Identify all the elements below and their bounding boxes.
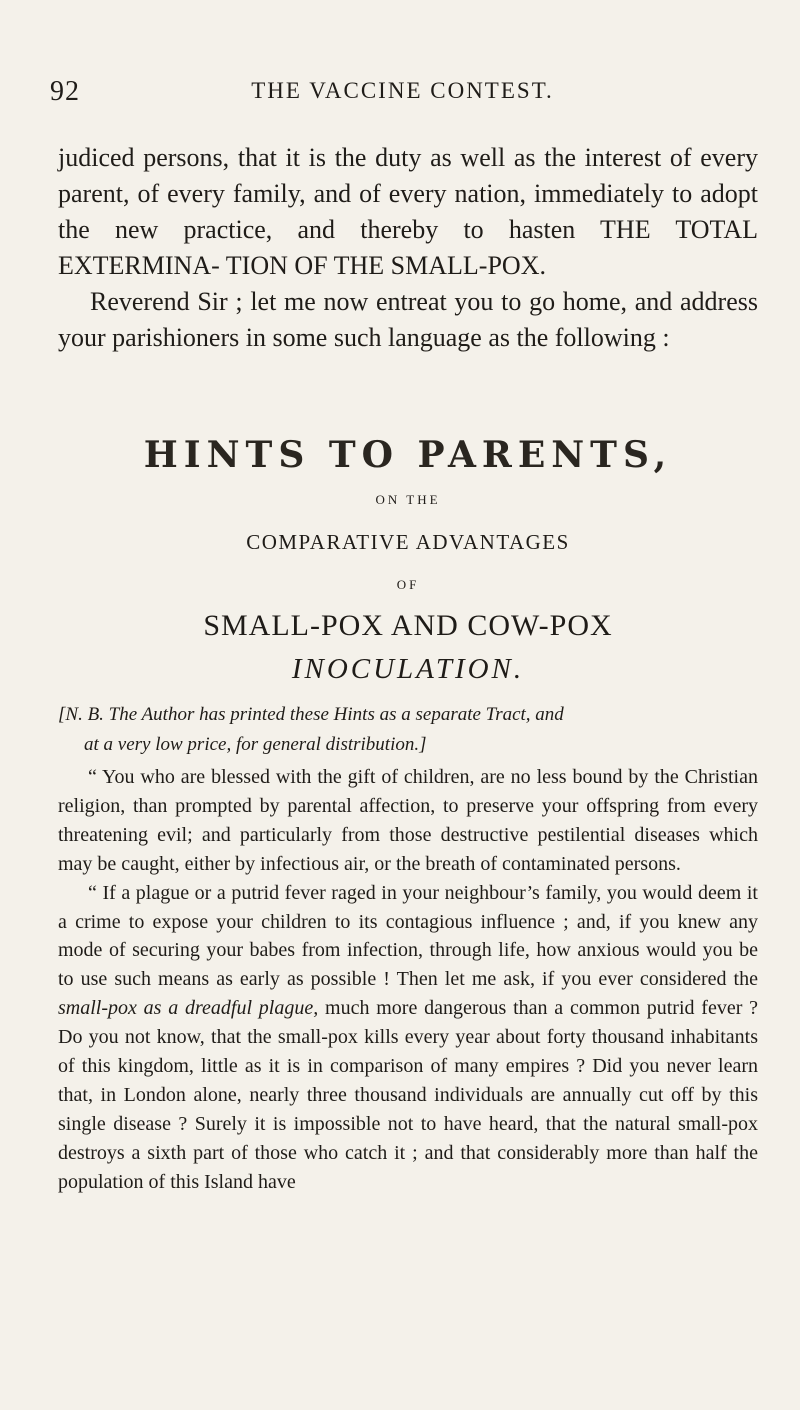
- intro-paragraph-2: Reverend Sir ; let me now entreat you to go home, and address your parishioners in some such language as the following :: [58, 287, 758, 352]
- note-line-2: at a very low price, for general distribution.]: [84, 734, 427, 755]
- tract-on-the: ON THE: [375, 492, 441, 507]
- tract-body: [58, 763, 758, 1197]
- tract-diseases: SMALL-POX AND COW-POX: [203, 609, 613, 642]
- tract-inoculation: INOCULATION.: [291, 653, 525, 685]
- body-paragraph-1: “ You who are blessed with the gift of children, are no less bound by the Christian religion, than prompted by parental affection, to preserve your offspring from every threatening evil; and particularly from those destructive pestilential diseases which may be caught, either by infectious air, or the breath of contaminated persons.: [58, 766, 758, 875]
- editorial-note: [58, 700, 758, 760]
- intro-paragraph-1: judiced persons, that it is the duty as well as the interest of every parent, of every family, and of every nation, immediately to adopt the new practice, and thereby to hasten THE TOTAL EXTERMINA- TION OF THE SMALL-POX.: [58, 143, 758, 280]
- tract-subtitle: COMPARATIVE ADVANTAGES: [246, 530, 570, 554]
- body-paragraph-2-italic: small-pox as a dreadful plague,: [58, 997, 319, 1020]
- intro-text: [58, 140, 758, 356]
- tract-of: OF: [396, 577, 420, 592]
- tract-title-block: [58, 432, 758, 686]
- body-paragraph-2-start: “ If a plague or a putrid fever raged in your neighbour’s family, you would deem it a crime to expose your children to its contagious influence ; and, if you knew any mode of securing your babes from infection, through life, how anxious would you be to use such means as early as possible ! Then let me ask, if you ever considered the: [58, 881, 758, 991]
- running-title: THE VACCINE CONTEST.: [251, 78, 554, 103]
- body-paragraph-2-end: much more dangerous than a common putrid fever ? Do you not know, that the small-pox kills every year about forty thousand inhabitants of this kingdom, little as it is in comparison of many empires ? Did you never learn that, in London alone, nearly three thousand individuals are annually cut off by this single disease ? Surely it is impossible not to have heard, that the natural small-pox destroys a sixth part of those who catch it ; and that considerably more than half the population of this Island have: [58, 997, 759, 1193]
- page-number: 92: [50, 76, 80, 107]
- body-paragraph-2: [58, 879, 758, 1197]
- running-head: [50, 76, 755, 116]
- note-line-1: [N. B. The Author has printed these Hints as a separate Tract, and: [58, 704, 564, 725]
- tract-title: HINTS TO PARENTS,: [143, 434, 673, 476]
